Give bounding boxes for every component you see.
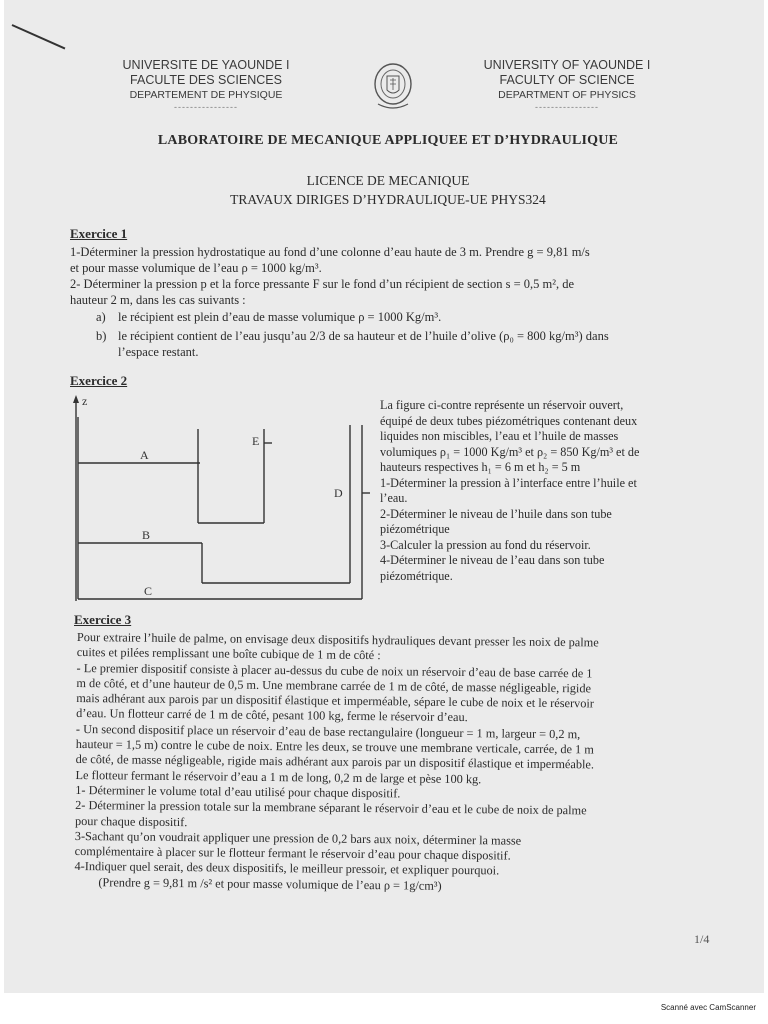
header-rule-en: ---------------- <box>535 102 599 112</box>
text-line: - Un second dispositif place un réservoir d’eau de base rectangulaire (longueur = 1 m, largeur = 0,2 m, <box>75 721 581 742</box>
constants-note: (Prendre g = 9,81 m /s² et pour masse volumique de l’eau ρ = 1g/cm³) <box>98 874 442 893</box>
text-line: pour chaque dispositif. <box>74 813 188 829</box>
course-title: TRAVAUX DIRIGES D’HYDRAULIQUE-UE PHYS324 <box>230 192 546 207</box>
text-line: 4-Indiquer quel serait, des deux dispositifs, le meilleur pressoir, et expliquer pourquoi. <box>74 859 500 878</box>
exercise-3-title: Exercice 3 <box>74 612 132 627</box>
text-line: liquides non miscibles, l’eau et l’huile de masses <box>380 429 619 443</box>
text-line: 1- Déterminer le volume total d’eau utilisé pour chaque dispositif. <box>75 782 401 801</box>
text-line: m de côté, et d’une hauteur de 0,5 m. Une membrane carrée de 1 m de côté, de masse négligeable, rigide <box>76 675 592 696</box>
text-line: hauteur = 1,5 m) contre le cube de noix. Entre les deux, se trouve une membrane verticale, carrée, de 1 m <box>75 737 594 757</box>
university-seal-icon <box>370 60 416 112</box>
text-line: - Le premier dispositif consiste à placer au-dessus du cube de noix un réservoir d’eau de base carrée de 1 <box>76 660 593 680</box>
text-line: cuites et pilées remplissant une boîte cubique de 1 m de côté : <box>76 645 381 663</box>
z-axis-label: z <box>82 394 88 408</box>
text-line: le récipient contient de l’eau jusqu’au 2/3 de sa hauteur et de l’huile d’olive (ρ₀ = 800 kg/m³) dans <box>118 329 609 343</box>
text-line: 2-Déterminer le niveau de l’huile dans son tube <box>380 506 612 521</box>
text-line: l’espace restant. <box>118 344 199 359</box>
text-line: Le flotteur fermant le réservoir d’eau a 1 m de long, 0,2 m de large et pèse 100 kg. <box>75 767 482 786</box>
text-line: piézométrique <box>380 522 450 536</box>
text-line: 4-Déterminer le niveau de l’eau dans son tube <box>380 553 605 567</box>
text-line: de côté, de masse négligeable, rigide mais adhérant aux parois par un dispositif élastique et imperméable. <box>75 752 595 772</box>
department-name-en: DEPARTMENT OF PHYSICS <box>498 89 636 101</box>
exercise-1-title: Exercice 1 <box>70 226 128 241</box>
course-degree: LICENCE DE MECANIQUE <box>306 173 470 188</box>
exercise-2-title: Exercice 2 <box>70 373 128 388</box>
text-line: 1-Déterminer la pression à l’interface entre l’huile et <box>380 475 637 490</box>
reservoir-diagram <box>72 393 372 603</box>
text-line: d’eau. Un flotteur carré de 1 m de côté, pesant 100 kg, ferme le réservoir d’eau. <box>76 706 468 725</box>
text-line: 2- Déterminer la pression totale sur la membrane séparant le réservoir d’eau et le cube de noix de palme <box>75 798 587 818</box>
point-b-label: B <box>142 528 151 542</box>
text-line: piézométrique. <box>380 568 453 583</box>
text-line: volumiques ρ₁ = 1000 Kg/m³ et ρ₂ = 850 Kg/m³ et de <box>380 444 640 459</box>
text-line: Pour extraire l’huile de palme, on envisage deux dispositifs hydrauliques devant presser les noix de palme <box>76 630 599 650</box>
text-line: 2- Déterminer la pression p et la force pressante F sur le fond d’un récipient de section s = 0,5 m², de <box>70 277 575 291</box>
case-b-label: b) <box>96 329 107 343</box>
z-axis-arrow-icon <box>73 395 79 403</box>
text-line: 1-Déterminer la pression hydrostatique au fond d’une colonne d’eau haute de 3 m. Prendre g = 9,81 m/s <box>70 245 590 259</box>
department-name-fr: DEPARTEMENT DE PHYSIQUE <box>129 89 283 101</box>
faculty-name-fr: FACULTE DES SCIENCES <box>130 73 282 87</box>
text-line: complémentaire à placer sur le flotteur fermant le réservoir d’eau pour chaque dispositif. <box>74 844 511 863</box>
text-line: mais adhérant aux parois par un dispositif élastique et imperméable, sépare le cube de noix et le réservoir <box>76 691 594 711</box>
university-name-en: UNIVERSITY OF YAOUNDE I <box>483 58 651 72</box>
exercise-3-text <box>74 630 719 897</box>
case-a-text: le récipient est plein d’eau de masse volumique ρ = 1000 Kg/m³. <box>118 310 442 324</box>
faculty-name-en: FACULTY OF SCIENCE <box>499 73 635 87</box>
text-line: l’eau. <box>380 491 408 505</box>
text-line: et pour masse volumique de l’eau ρ = 1000 kg/m³. <box>70 260 322 275</box>
exercise-1-question-1 <box>70 245 720 276</box>
exercise-2-text <box>380 398 713 584</box>
page-number: 1/4 <box>694 932 710 946</box>
header-rule-fr: ---------------- <box>174 102 238 112</box>
pen-mark <box>12 24 66 49</box>
point-e-label: E <box>252 434 260 448</box>
lab-title: LABORATOIRE DE MECANIQUE APPLIQUEE ET D’HYDRAULIQUE <box>157 133 619 148</box>
point-a-label: A <box>140 448 149 462</box>
text-line: La figure ci-contre représente un réservoir ouvert, <box>380 398 624 412</box>
header-english <box>456 58 678 111</box>
text-line: 3-Calculer la pression au fond du réservoir. <box>380 537 591 552</box>
document-page <box>4 0 764 993</box>
header-french <box>96 58 316 111</box>
exercise-1-question-2 <box>70 277 720 308</box>
case-a-label: a) <box>96 310 106 324</box>
text-line: équipé de deux tubes piézométriques contenant deux <box>380 413 638 428</box>
text-line: 3-Sachant qu’on voudrait appliquer une pression de 0,2 bars aux noix, déterminer la masse <box>74 828 522 848</box>
scanner-credit: Scanné avec CamScanner <box>660 1003 756 1012</box>
point-d-label: D <box>334 486 343 500</box>
text-line: hauteurs respectives h₁ = 6 m et h₂ = 5 m <box>380 460 581 474</box>
text-line: hauteur 2 m, dans les cas suivants : <box>70 292 246 307</box>
case-b-text <box>118 329 718 360</box>
point-c-label: C <box>144 584 153 598</box>
university-name-fr: UNIVERSITE DE YAOUNDE I <box>122 58 290 72</box>
